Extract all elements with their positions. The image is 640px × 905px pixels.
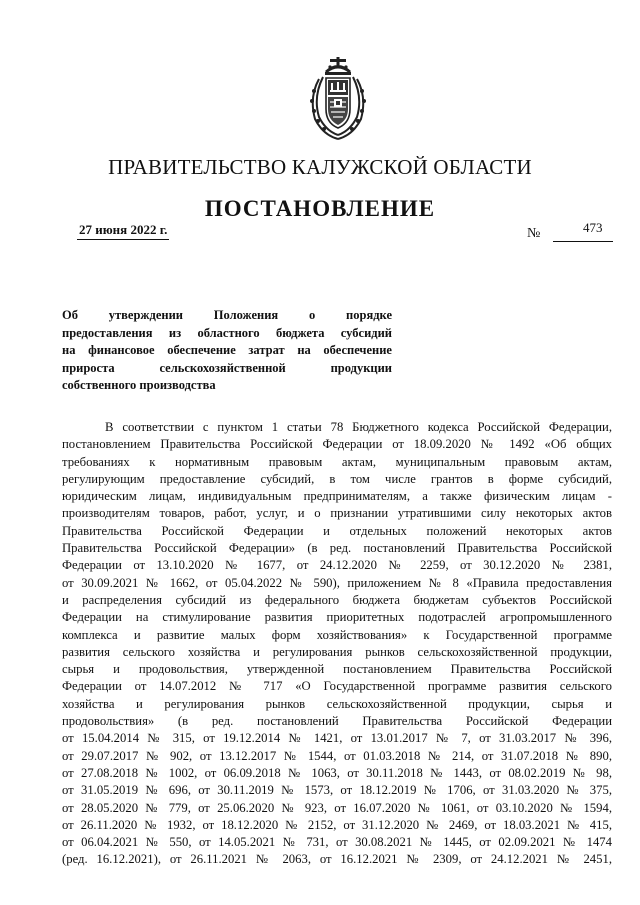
body-line: В соответствии с пунктом 1 статьи 78 Бюджетного кодекса Российской Федерации, — [105, 420, 612, 434]
body-line: юридическим лицам, индивидуальным предпринимателям, а также физическим лицам - — [62, 489, 612, 504]
document-number-field — [527, 222, 613, 242]
document-subject — [62, 307, 392, 395]
subject-line: предоставления из областного бюджета субсидий — [62, 325, 392, 340]
body-line: от 28.05.2020 № 779, от 25.06.2020 № 923, от 16.07.2020 № 1061, от 03.10.2020 № 1594, — [62, 800, 612, 815]
subject-line: прироста сельскохозяйственной продукции — [62, 360, 392, 375]
document-date: 27 июня 2022 г. — [77, 222, 169, 240]
subject-line: собственного производства — [62, 378, 216, 392]
organization-title: ПРАВИТЕЛЬСТВО КАЛУЖСКОЙ ОБЛАСТИ — [108, 155, 532, 179]
body-line: хозяйства и регулирования рынков сельскохозяйственной продукции, сырья и — [62, 696, 612, 711]
document-number: 473 — [583, 220, 603, 235]
body-line: от 26.11.2020 № 1932, от 18.12.2020 № 2152, от 31.12.2020 № 2469, от 18.03.2021 № 415, — [62, 817, 612, 832]
body-line: Правительства Российской Федерации и отдельных положений некоторых актов — [62, 523, 612, 538]
body-paragraph — [62, 419, 612, 869]
body-line: регулирующим предоставление субсидий, в том числе грантов в форме субсидий, — [62, 471, 612, 486]
body-line: продовольствия» (в ред. постановлений Правительства Российской Федерации — [62, 714, 612, 729]
body-line: и распределения субсидий из федерального бюджета бюджетам субъектов Российской — [62, 592, 612, 607]
body-line: от 30.09.2021 № 1662, от 05.04.2022 № 590), приложением № 8 «Правила предоставления — [62, 575, 612, 590]
body-line: Федерации от 13.10.2020 № 1677, от 24.12.2020 № 2259, от 30.12.2020 № 2381, — [62, 558, 612, 573]
document-type-title: ПОСТАНОВЛЕНИЕ — [204, 196, 436, 221]
body-line: постановлением Правительства Российской Федерации от 18.09.2020 № 1492 «Об общих — [62, 437, 612, 452]
body-line: развития сельского хозяйства и регулирования рынков сельскохозяйственной продукции, — [62, 644, 612, 659]
body-line: требованиях к нормативным правовым актам, муниципальным правовым актам, — [62, 454, 612, 469]
coat-of-arms-emblem — [303, 57, 373, 143]
subject-line: на финансовое обеспечение затрат на обеспечение — [62, 343, 392, 357]
body-line: производителям товаров, работ, услуг, и о признании утратившими силу некоторых актов — [62, 506, 612, 521]
number-sign: № — [527, 226, 541, 241]
body-line: комплекса и развитие малых форм хозяйствования» к Государственной программе — [62, 627, 612, 642]
body-line: от 29.07.2017 № 902, от 13.12.2017 № 1544, от 01.03.2018 № 214, от 31.07.2018 № 890, — [62, 748, 612, 763]
body-line: от 15.04.2014 № 315, от 19.12.2014 № 1421, от 13.01.2017 № 7, от 31.03.2017 № 396, — [62, 731, 612, 746]
body-line: Федерации от 14.07.2012 № 717 «О Государственной программе развития сельского — [62, 679, 612, 694]
body-line: от 27.08.2018 № 1002, от 06.09.2018 № 1063, от 30.11.2018 № 1443, от 08.02.2019 № 98, — [62, 765, 612, 780]
body-line: Федерации на стимулирование развития приоритетных подотраслей агропромышленного — [62, 610, 612, 625]
body-line: от 31.05.2019 № 696, от 30.11.2019 № 1573, от 18.12.2019 № 1706, от 31.03.2020 № 375, — [62, 783, 612, 798]
body-line: сырья и продовольствия, утвержденной постановлением Правительства Российской — [62, 662, 612, 677]
subject-line: Об утверждении Положения о порядке — [62, 308, 392, 322]
body-line: от 06.04.2021 № 550, от 14.05.2021 № 731, от 30.08.2021 № 1445, от 02.09.2021 № 1474 — [62, 835, 612, 850]
number-underline — [553, 241, 613, 242]
body-line: Правительства Российской Федерации» (в ред. постановлений Правительства Российской — [62, 541, 612, 556]
body-line: (ред. 16.12.2021), от 26.11.2021 № 2063, от 16.12.2021 № 2309, от 24.12.2021 № 2451, — [62, 852, 612, 867]
